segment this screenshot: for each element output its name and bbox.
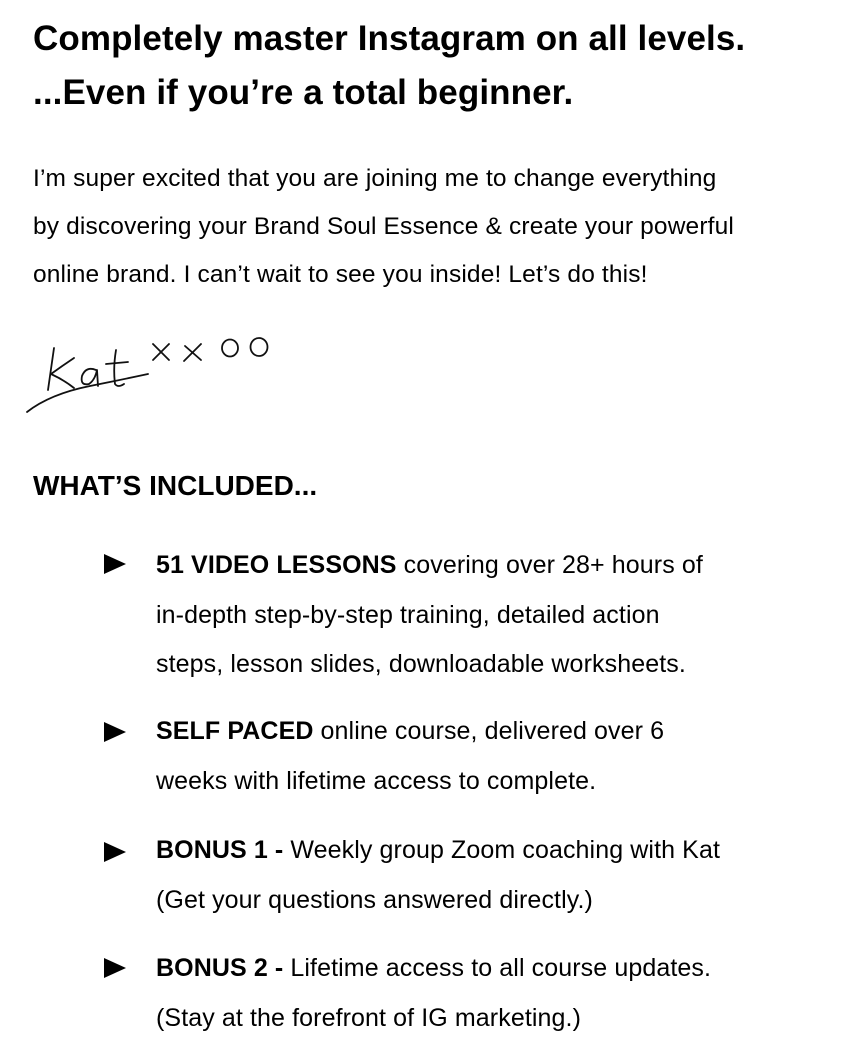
list-item-bold: BONUS 1 - [156,836,291,864]
list-item-line: (Stay at the forefront of IG marketing.) [156,1003,582,1032]
intro-paragraph [33,155,858,299]
list-item-line-text: online course, delivered over 6 [313,717,665,745]
arrow-bullet-icon [104,958,126,978]
intro-line-1: I’m super excited that you are joining me to change everything [33,165,717,192]
list-item-bold: BONUS 2 - [156,954,291,982]
arrow-bullet-icon [104,842,126,862]
list-item-line-text: Weekly group Zoom coaching with Kat [290,836,720,864]
list-item-line-text: covering over 28+ hours of [396,551,703,579]
intro-line-2: by discovering your Brand Soul Essence & create your powerful [33,213,734,240]
list-item-line: weeks with lifetime access to complete. [156,766,597,795]
list-item-bold: SELF PACED [156,717,314,745]
arrow-bullet-icon [104,722,126,742]
list-item-text [156,944,836,1043]
list-item-text [156,707,836,806]
headline [33,12,853,120]
list-item-line [156,707,836,757]
intro-line-3: online brand. I can’t wait to see you inside! Let’s do this! [33,261,648,288]
list-item-line [156,826,836,876]
arrow-bullet-icon [104,554,126,574]
list-item-text [156,826,836,925]
headline-line-1: Completely master Instagram on all levels. [33,19,746,58]
list-item-line-text: Lifetime access to all course updates. [290,954,712,982]
list-item-line: in-depth step-by-step training, detailed action [156,600,660,629]
whats-included-heading: WHAT’S INCLUDED... [33,470,318,501]
list-item-line: steps, lesson slides, downloadable worksheets. [156,650,686,678]
list-item-line [156,541,836,591]
list-item-bold: 51 VIDEO LESSONS [156,551,397,579]
list-item-line [156,944,836,994]
list-item-line: (Get your questions answered directly.) [156,885,593,914]
handwritten-signature [20,322,290,422]
headline-line-2: ...Even if you’re a total beginner. [33,73,574,112]
list-item-text [156,541,836,690]
